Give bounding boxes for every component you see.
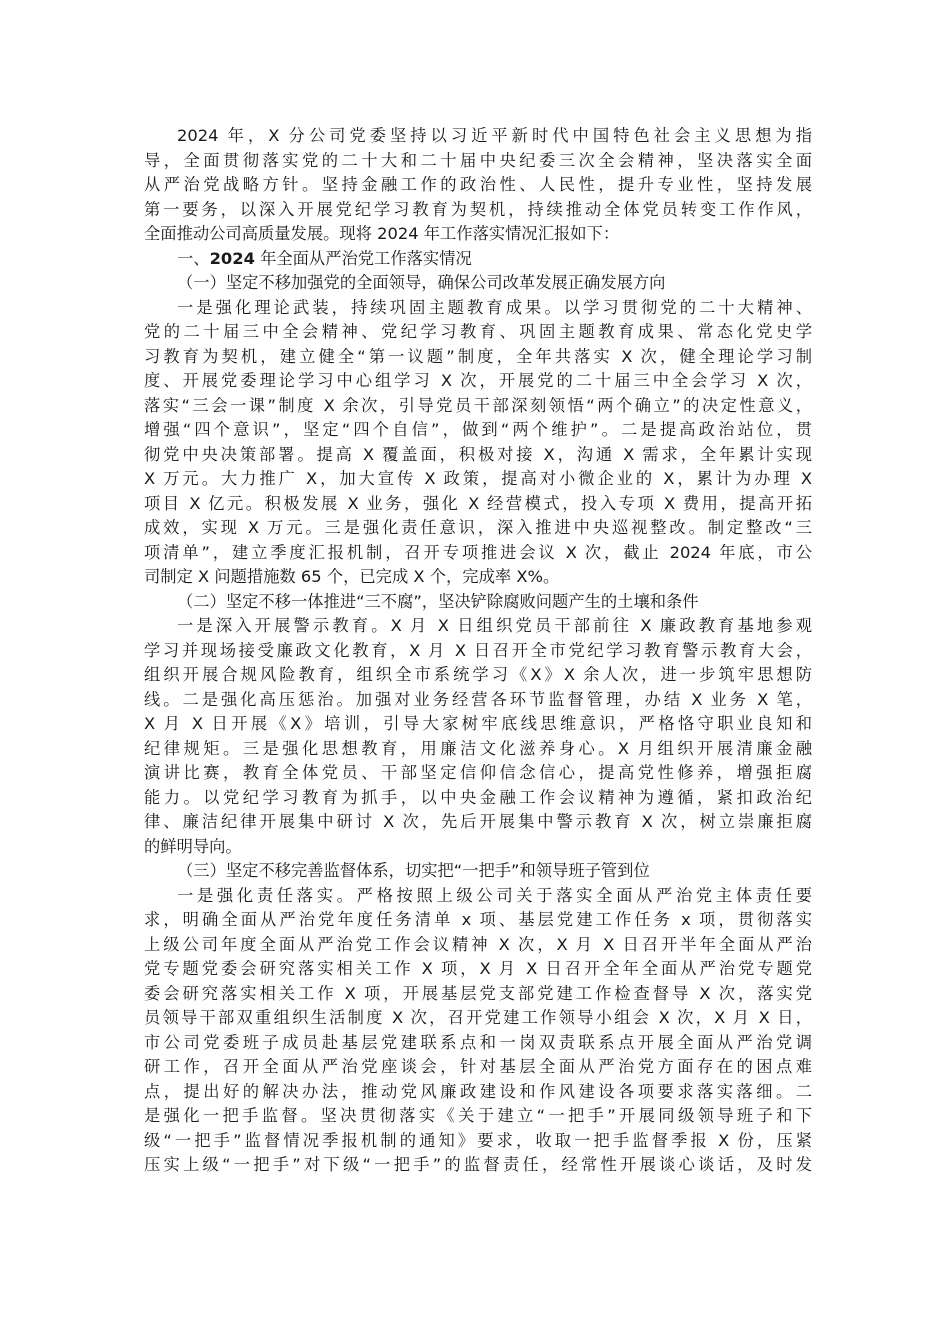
paragraph-line: 一是强化责任落实。严格按照上级公司关于落实全面从严治党主体责任要 xyxy=(177,885,812,905)
paragraph-line: 压实上级“一把手”对下级“一把手”的监督责任，经常性开展谈心谈话，及时发 xyxy=(144,1155,812,1174)
paragraph-line: 成效，实现 X 万元。三是强化责任意识，深入推进中央巡视整改。制定整改“三 xyxy=(144,518,812,537)
section-heading xyxy=(144,247,812,272)
paragraph-line: 从严治党战略方针。坚持金融工作的政治性、人民性，提升专业性，坚持发展 xyxy=(144,175,812,194)
subsection-heading xyxy=(144,271,812,296)
subsection-heading-line: （三）坚定不移完善监督体系，切实把“一把手”和领导班子管到位 xyxy=(177,861,650,880)
paragraph-line: 落实“三会一课”制度 X 余次，引导党员干部深刻领悟“两个确立”的决定性意义， xyxy=(144,395,812,415)
paragraph-line: 上级公司年度全面从严治党工作会议精神 X 次，X 月 X 日召开半年全面从严治 xyxy=(144,934,812,954)
subsection-heading xyxy=(144,590,812,615)
paragraph-line: 第一要务，以深入开展党纪学习教育为契机，持续推动全体党员转变工作作风， xyxy=(144,199,812,219)
paragraph-line: 习教育为契机，建立健全“第一议题”制度，全年共落实 X 次，健全理论学习制 xyxy=(144,346,812,366)
paragraph-line: 市公司党委班子成员赴基层党建联系点和一岗双责联系点开展全面从严治党调 xyxy=(144,1032,812,1052)
paragraph-line: 导，全面贯彻落实党的二十大和二十届中央纪委三次全会精神，坚决落实全面 xyxy=(144,150,812,170)
paragraph-line: 项清单”，建立季度汇报机制，召开专项推进会议 X 次，截止 2024 年底，市公 xyxy=(144,542,812,562)
paragraph-line: 一是深入开展警示教育。X 月 X 日组织党员干部前往 X 廉政教育基地参观 xyxy=(177,616,812,635)
paragraph-line: 组织开展合规风险教育，组织全市系统学习《X》X 余人次，进一步筑牢思想防 xyxy=(144,665,812,684)
subsection-heading xyxy=(144,859,812,884)
paragraph-line: 学习并现场接受廉政文化教育，X 月 X 日召开全市党纪学习教育警示教育大会， xyxy=(144,640,812,660)
paragraph-line: 点，提出好的解决办法，推动党风廉政建设和作风建设各项要求落实落细。二 xyxy=(144,1081,812,1101)
section-heading-line xyxy=(144,247,812,272)
paragraph-line: 全面推动公司高质量发展。现将 2024 年工作落实情况汇报如下： xyxy=(144,224,620,243)
paragraph-line: X 万元。大力推广 X，加大宣传 X 政策，提高对小微企业的 X，累计为办理 X xyxy=(144,469,812,488)
body-paragraph xyxy=(144,614,812,859)
paragraph-line: 委会研究落实相关工作 X 项，开展基层党支部党建工作检查督导 X 次，落实党 xyxy=(144,983,812,1003)
heading-year: 2024 xyxy=(209,248,255,268)
document-page xyxy=(144,124,812,1178)
subsection-heading-line: （一）坚定不移加强党的全面领导，确保公司改革发展正确发展方向 xyxy=(177,273,666,292)
paragraph-line: 员领导干部双重组织生活制度 X 次，召开党建工作领导小组会 X 次，X 月 X 日， xyxy=(144,1008,812,1027)
paragraph-line: 彻党中央决策部署。提高 X 覆盖面，积极对接 X，沟通 X 需求，全年累计实现 xyxy=(144,444,812,464)
paragraph-line: 研工作，召开全面从严治党座谈会，针对基层全面从严治党方面存在的困点难 xyxy=(144,1057,812,1076)
paragraph-line: 线。二是强化高压惩治。加强对业务经营各环节监督管理，办结 X 业务 X 笔， xyxy=(144,689,812,709)
paragraph-line: 项目 X 亿元。积极发展 X 业务，强化 X 经营模式，投入专项 X 费用，提高开拓 xyxy=(144,493,812,513)
paragraph-line: 2024 年，X 分公司党委坚持以习近平新时代中国特色社会主义思想为指 xyxy=(177,126,812,145)
paragraph-line: 纪律规矩。三是强化思想教育，用廉洁文化滋养身心。X 月组织开展清廉金融 xyxy=(144,738,812,758)
paragraph-line: 是强化一把手监督。坚决贯彻落实《关于建立“一把手”开展同级领导班子和下 xyxy=(144,1106,812,1125)
paragraph-line: 党专题党委会研究落实相关工作 X 项，X 月 X 日召开全年全面从严治党专题党 xyxy=(144,959,812,978)
paragraph-line: 党的二十届三中全会精神、党纪学习教育、巩固主题教育成果、常态化党史学 xyxy=(144,322,812,341)
subsection-heading-line: （二）坚定不移一体推进“三不腐”，坚决铲除腐败问题产生的土壤和条件 xyxy=(177,591,699,611)
paragraph-line: 增强“四个意识”，坚定“四个自信”，做到“两个维护”。二是提高政治站位，贯 xyxy=(144,420,812,439)
paragraph-line: 求，明确全面从严治党年度任务清单 x 项、基层党建工作任务 x 项，贯彻落实 xyxy=(144,910,812,929)
paragraph-line: X 月 X 日开展《X》培训，引导大家树牢底线思维意识，严格恪守职业良知和 xyxy=(144,714,812,733)
paragraph-line: 能力。以党纪学习教育为抓手，以中央金融工作会议精神为遵循，紧扣政治纪 xyxy=(144,787,812,807)
paragraph-line: 一是强化理论武装，持续巩固主题教育成果。以学习贯彻党的二十大精神、 xyxy=(177,297,812,317)
paragraph-line: 度、开展党委理论学习中心组学习 X 次，开展党的二十届三中全会学习 X 次， xyxy=(144,371,812,390)
heading-text: 年全面从严治党工作落实情况 xyxy=(254,248,472,268)
body-paragraph xyxy=(144,884,812,1178)
body-paragraph xyxy=(144,296,812,590)
paragraph-line: 的鲜明导向。 xyxy=(144,836,242,856)
paragraph-line: 级“一把手”监督情况季报机制的通知》要求，收取一把手监督季报 X 份，压紧 xyxy=(144,1130,812,1150)
paragraph-line: 司制定 X 问题措施数 65 个，已完成 X 个，完成率 X%。 xyxy=(144,567,560,586)
heading-prefix: 一、 xyxy=(177,248,210,268)
paragraph-line: 演讲比赛，教育全体党员、干部坚定信仰信念信心，提高党性修养，增强拒腐 xyxy=(144,763,812,782)
paragraph-line: 律、廉洁纪律开展集中研讨 X 次，先后开展集中警示教育 X 次，树立崇廉拒腐 xyxy=(144,812,812,831)
body-paragraph xyxy=(144,124,812,247)
